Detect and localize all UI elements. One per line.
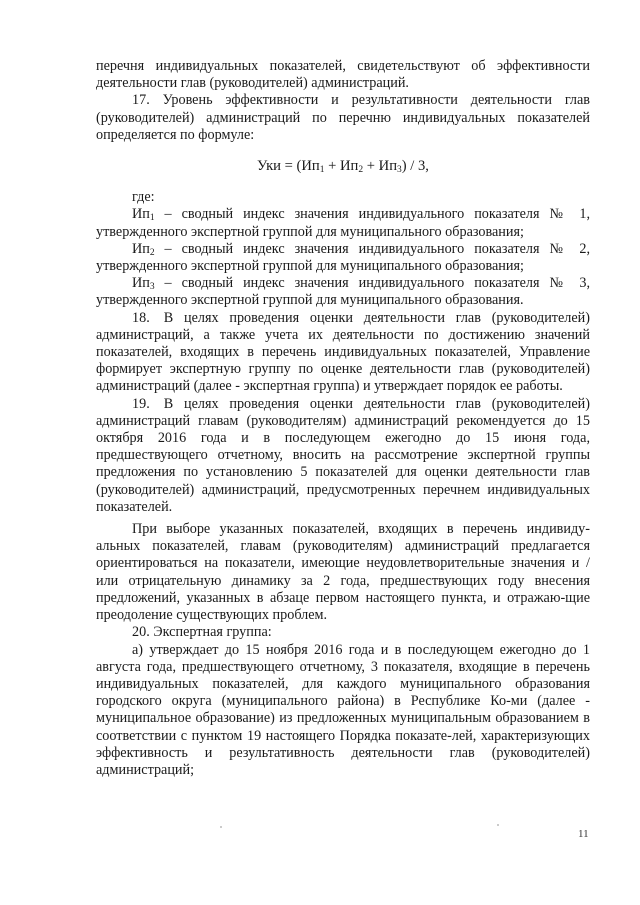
definition-ip1-symbol: Ип	[132, 206, 150, 223]
paragraph-20: 20. Экспертная группа:	[132, 624, 272, 641]
definition-ip1-sub: 1	[149, 213, 155, 224]
paragraph-20a: а) утверждает до 15 ноября 2016 года и в последующем ежегодно до 1 августа года, предшествующего отчетному, 3 показателя, входящие в перечень индивидуальных показателей, для каждого муниципального образования городского округа (муниципального района) в Республике Ко-ми (далее - муниципальное образование) из предложенных муниципальным образованием в соответствии с пунктом 19 настоящего Порядка показате-лей, характеризующих эффективность и результативность деятельности глав (руководителей) администраций;	[96, 641, 590, 778]
page-number: 11	[578, 828, 589, 840]
formula-plus-2: + Ип	[363, 158, 398, 175]
scan-speck	[220, 826, 222, 828]
formula-sub-1: 1	[319, 165, 325, 176]
formula-tail: ) / 3,	[401, 158, 429, 175]
formula	[96, 158, 590, 175]
definition-ip1	[96, 206, 590, 240]
definition-ip3-symbol: Ип	[132, 275, 150, 292]
paragraph-18-text: В целях проведения оценки деятельности глав (руководителей) администраций, а также учета их деятельности по достижению значений показателей, входящих в перечень индивидуальных показателей, Управление формирует экспертную группу по оценке деятельности глав (руководителей) администраций (далее - экспертная группа) и утверждает порядок ее работы.	[96, 309, 590, 395]
paragraph-19-text: В целях проведения оценки деятельности глав (руководителей) администраций главам (руководителям) администраций рекомендуется до 15 октября 2016 года и в последующем ежегодно до 15 июня года, предшествующего отчетному, вносить на рассмотрение экспертной группы предложения по установлению 5 показателей для оценки деятельности глав (руководителей) администраций, предусмотренных перечнем индивидуальных показателей.	[96, 395, 590, 515]
paragraph-19	[96, 396, 590, 516]
paragraph-18	[96, 310, 590, 396]
paragraph-17: 17. Уровень эффективности и результативности деятельности глав (руководителей) администраций по перечню индивидуальных показателей определяется по формуле:	[96, 92, 590, 143]
paragraph-continuation: перечня индивидуальных показателей, свидетельствуют об эффективности деятельности глав (руководителей) администраций.	[96, 58, 590, 92]
definition-ip3-text: – сводный индекс значения индивидуального показателя № 3, утвержденного экспертной группой для муниципального образования.	[96, 275, 590, 309]
paragraph-choice: При выборе указанных показателей, входящих в перечень индивиду-альных показателей, главам (руководителям) администраций предлагается ориентироваться на показатели, имеющие неудовлетворительные значения и / или отрицательную динамику за 2 года, предшествующих году внесения предложений, указанных в абзаце первом настоящего пункта, и отражаю-щие преодоление существующих проблем.	[96, 521, 590, 624]
document-page	[96, 58, 590, 779]
definition-ip2-text: – сводный индекс значения индивидуального показателя № 2, утвержденного экспертной группой для муниципального образования;	[96, 240, 590, 275]
formula-lhs: Уки = (Ип	[257, 158, 320, 175]
formula-sub-3: 3	[397, 165, 402, 176]
definition-ip2-symbol: Ип	[132, 240, 150, 257]
scan-speck	[497, 824, 499, 826]
definition-ip1-text: – сводный индекс значения индивидуального показателя № 1, утвержденного экспертной группой для муниципального образования;	[96, 206, 590, 240]
where-label: где:	[132, 189, 155, 206]
paragraph-18-number: 18.	[132, 309, 150, 326]
formula-plus-1: + Ип	[324, 158, 359, 175]
formula-sub-2: 2	[358, 165, 364, 176]
definition-ip3	[96, 275, 590, 309]
definition-ip2	[96, 241, 590, 275]
paragraph-19-number: 19.	[132, 395, 150, 412]
definition-ip3-sub: 3	[149, 282, 155, 293]
definition-ip2-sub: 2	[149, 247, 155, 258]
